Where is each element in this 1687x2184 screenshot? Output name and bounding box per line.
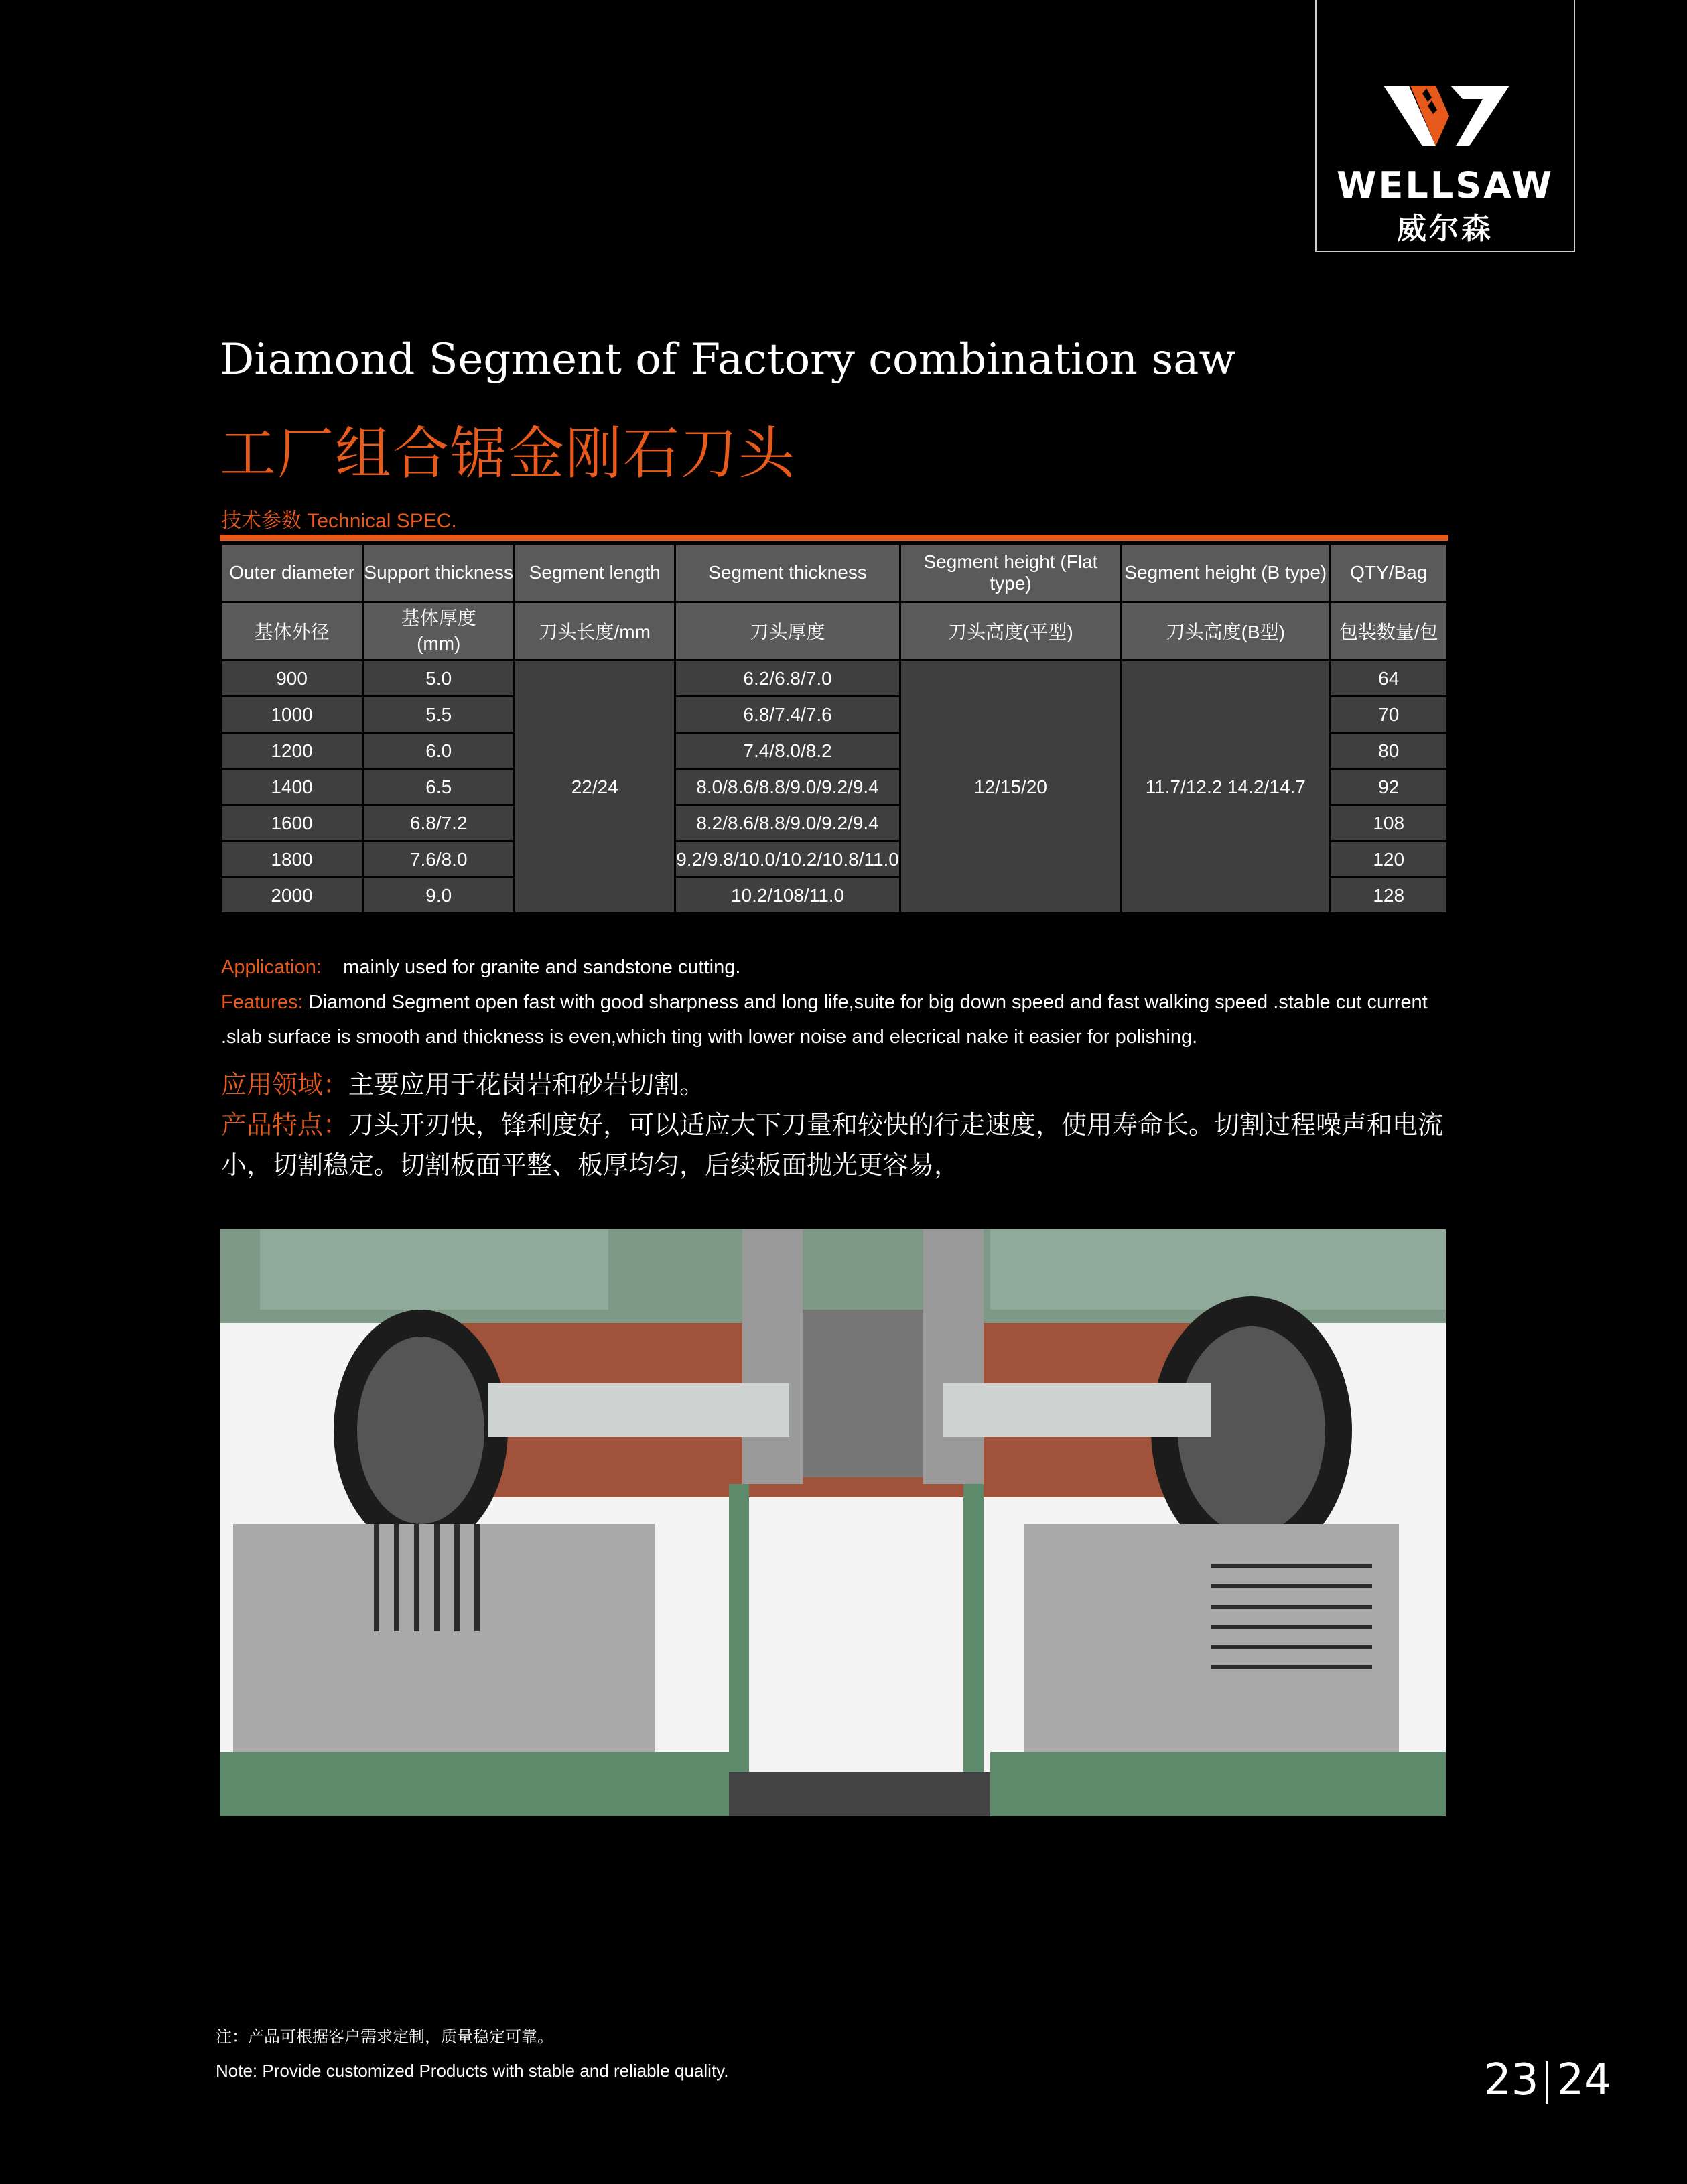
diameter-cell: 1000 bbox=[221, 697, 363, 733]
thickness-cell: 7.4/8.0/8.2 bbox=[675, 733, 900, 769]
qty-cell: 64 bbox=[1330, 661, 1448, 697]
header-cell: 刀头厚度 bbox=[675, 602, 900, 661]
logo-box bbox=[1315, 0, 1575, 252]
diameter-cell: 900 bbox=[221, 661, 363, 697]
features-line bbox=[221, 985, 1454, 1054]
thickness-cell: 8.0/8.6/8.8/9.0/9.2/9.4 bbox=[675, 769, 900, 805]
note-en: Note: Provide customized Products with stable and reliable quality. bbox=[216, 2061, 729, 2081]
qty-cell: 70 bbox=[1330, 697, 1448, 733]
header-cell: Segment height (B type) bbox=[1122, 544, 1330, 602]
qty-cell: 120 bbox=[1330, 841, 1448, 878]
support-cell: 5.0 bbox=[363, 661, 515, 697]
header-cell: 刀头长度/mm bbox=[515, 602, 675, 661]
page-number bbox=[1484, 2055, 1611, 2105]
thickness-cell: 9.2/9.8/10.0/10.2/10.8/11.0 bbox=[675, 841, 900, 878]
application-cn-line bbox=[221, 1065, 1454, 1105]
support-cell: 6.0 bbox=[363, 733, 515, 769]
segment-length-cell: 22/24 bbox=[515, 661, 675, 914]
thickness-cell: 8.2/8.6/8.8/9.0/9.2/9.4 bbox=[675, 805, 900, 841]
header-cell: 包装数量/包 bbox=[1330, 602, 1448, 661]
application-cn-label: 应用领域： bbox=[221, 1071, 349, 1099]
features-cn-text: 刀头开刃快，锋利度好，可以适应大下刀量和较快的行走速度，使用寿命长。切割过程噪声和电流小，切割稳定。切割板面平整、板厚均匀，后续板面抛光更容易， bbox=[221, 1111, 1444, 1180]
qty-cell: 80 bbox=[1330, 733, 1448, 769]
page-number-right: 24 bbox=[1556, 2055, 1611, 2105]
page-separator bbox=[1546, 2061, 1548, 2104]
spec-table bbox=[220, 543, 1448, 914]
application-cn bbox=[221, 1065, 1454, 1186]
qty-cell: 128 bbox=[1330, 878, 1448, 914]
spec-header-row-en bbox=[221, 544, 1448, 602]
wellsaw-logo-icon bbox=[1384, 79, 1511, 153]
header-cell: Segment length bbox=[515, 544, 675, 602]
header-cell: 基体厚度 (mm) bbox=[363, 602, 515, 661]
diameter-cell: 1400 bbox=[221, 769, 363, 805]
header-cell: 基体外径 bbox=[221, 602, 363, 661]
header-cell: Support thickness bbox=[363, 544, 515, 602]
table-row bbox=[221, 661, 1448, 697]
header-cell: QTY/Bag bbox=[1330, 544, 1448, 602]
support-cell: 7.6/8.0 bbox=[363, 841, 515, 878]
application-cn-text: 主要应用于花岗岩和砂岩切割。 bbox=[348, 1071, 705, 1099]
thickness-cell: 6.2/6.8/7.0 bbox=[675, 661, 900, 697]
header-cell: 刀头高度(B型) bbox=[1122, 602, 1330, 661]
logo-name-cn: 威尔森 bbox=[1397, 212, 1493, 246]
page-title-cn: 工厂组合锯金刚石刀头 bbox=[220, 422, 797, 485]
qty-cell: 108 bbox=[1330, 805, 1448, 841]
application-text: mainly used for granite and sandstone cutting. bbox=[343, 957, 741, 978]
application-label: Application: bbox=[221, 957, 322, 978]
spec-header-row-cn bbox=[221, 602, 1448, 661]
note-cn: 注：产品可根据客户需求定制，质量稳定可靠。 bbox=[216, 2028, 553, 2046]
spec-divider bbox=[220, 535, 1448, 541]
header-cell: Outer diameter bbox=[221, 544, 363, 602]
application-en bbox=[221, 950, 1454, 1054]
features-label: Features: bbox=[221, 992, 303, 1013]
support-cell: 5.5 bbox=[363, 697, 515, 733]
segment-height-b-cell: 11.7/12.2 14.2/14.7 bbox=[1122, 661, 1330, 914]
thickness-cell: 10.2/108/11.0 bbox=[675, 878, 900, 914]
segment-height-flat-cell: 12/15/20 bbox=[900, 661, 1121, 914]
support-cell: 9.0 bbox=[363, 878, 515, 914]
product-photo bbox=[220, 1229, 1446, 1816]
spec-label: 技术参数 Technical SPEC. bbox=[221, 510, 457, 532]
diameter-cell: 1800 bbox=[221, 841, 363, 878]
features-cn-line bbox=[221, 1105, 1454, 1186]
logo-name-en: WELLSAW bbox=[1336, 164, 1554, 206]
header-cell: Segment thickness bbox=[675, 544, 900, 602]
machine-illustration-icon bbox=[220, 1229, 1446, 1816]
diameter-cell: 1600 bbox=[221, 805, 363, 841]
support-cell: 6.8/7.2 bbox=[363, 805, 515, 841]
header-cell: 刀头高度(平型) bbox=[900, 602, 1121, 661]
thickness-cell: 6.8/7.4/7.6 bbox=[675, 697, 900, 733]
features-cn-label: 产品特点： bbox=[221, 1111, 349, 1140]
page-title-en: Diamond Segment of Factory combination saw bbox=[220, 335, 1236, 385]
diameter-cell: 2000 bbox=[221, 878, 363, 914]
qty-cell: 92 bbox=[1330, 769, 1448, 805]
diameter-cell: 1200 bbox=[221, 733, 363, 769]
features-text: Diamond Segment open fast with good sharpness and long life,suite for big down speed and fast walking speed .stable cut current .slab surface is smooth and thickness is even,which ting with lower noise and elecrical nake it easier for polishing. bbox=[221, 992, 1428, 1048]
application-line bbox=[221, 950, 1454, 985]
support-cell: 6.5 bbox=[363, 769, 515, 805]
header-cell: Segment height (Flat type) bbox=[900, 544, 1121, 602]
page-number-left: 23 bbox=[1484, 2055, 1539, 2105]
